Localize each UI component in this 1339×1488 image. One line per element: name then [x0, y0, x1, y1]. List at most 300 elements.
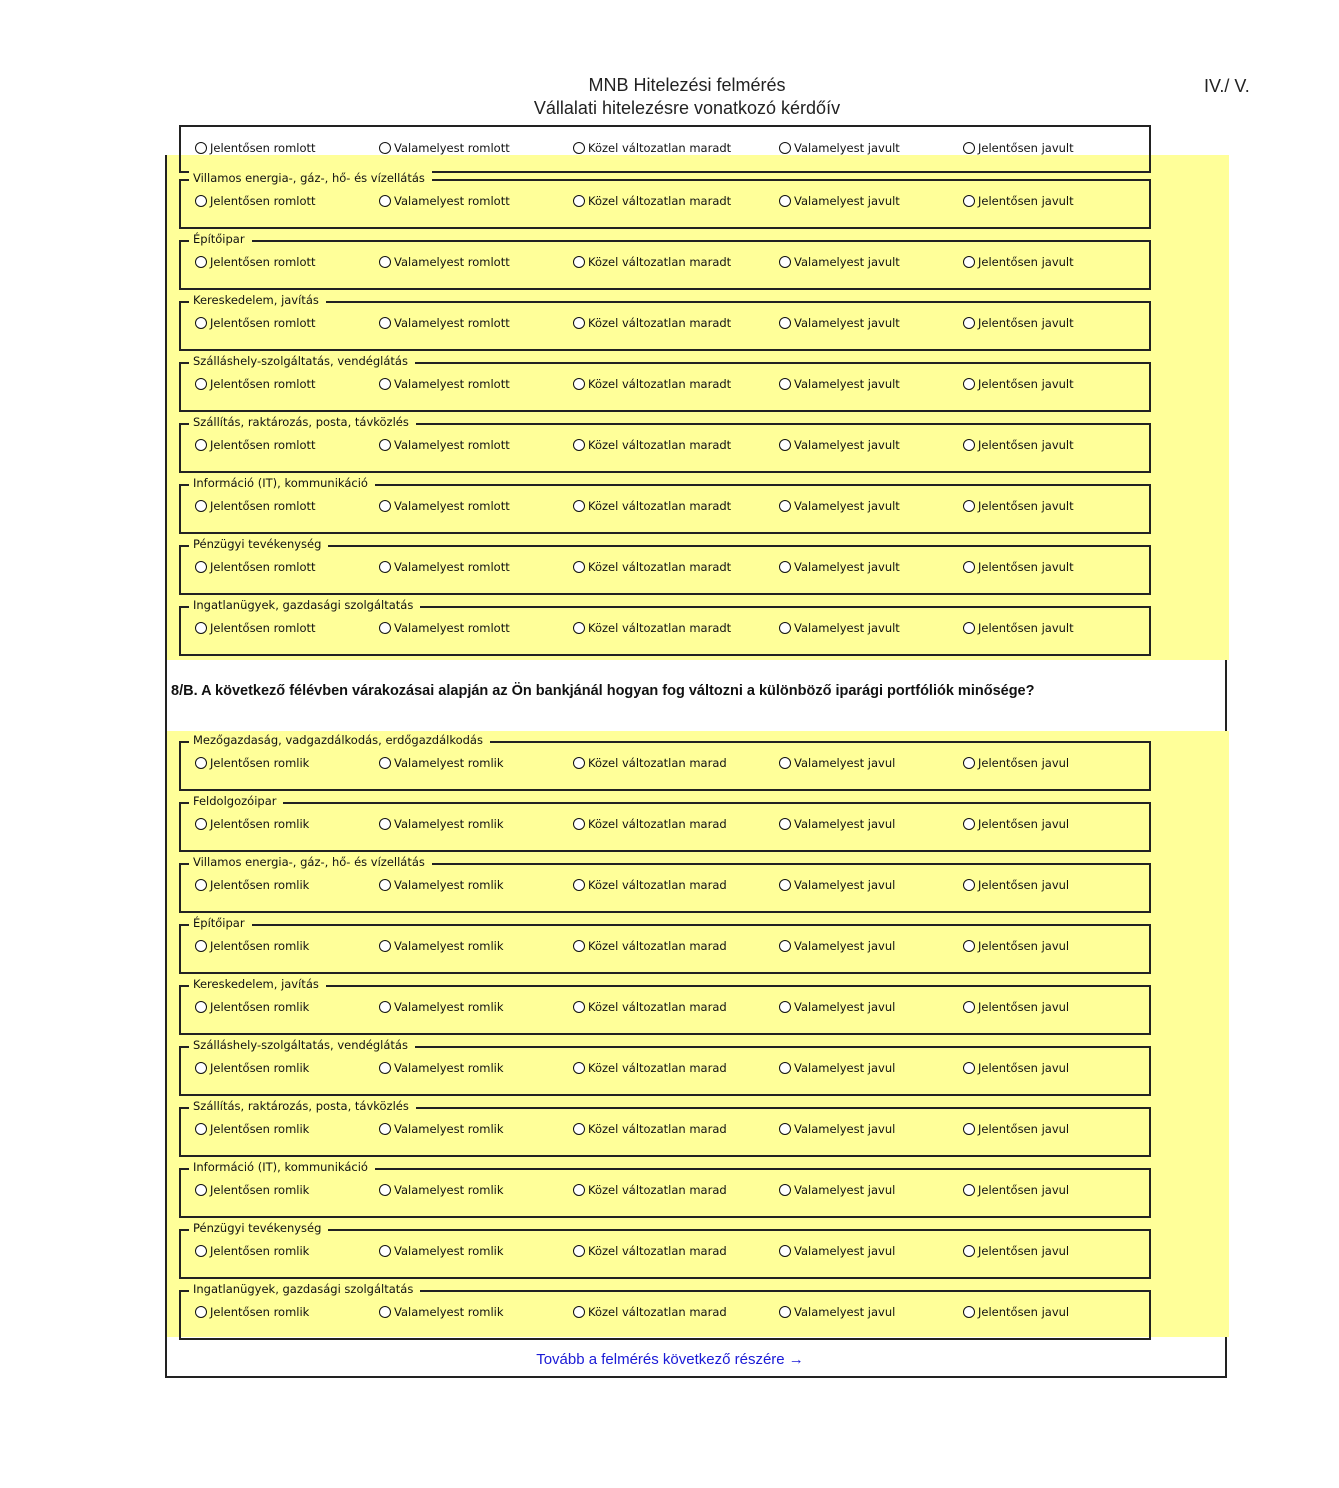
radio-option-label: Valamelyest romlik: [394, 1183, 504, 1197]
radio-option[interactable]: [379, 878, 504, 892]
radio-circle-icon[interactable]: [963, 317, 975, 329]
radio-option[interactable]: [963, 621, 1074, 635]
radio-circle-icon[interactable]: [963, 1123, 975, 1135]
radio-option[interactable]: [195, 1000, 309, 1014]
sector-group: [167, 916, 1229, 985]
radio-option-label: Valamelyest romlik: [394, 1244, 504, 1258]
radio-option[interactable]: [195, 1305, 309, 1319]
radio-circle-icon[interactable]: [195, 378, 207, 390]
radio-option-label: Közel változatlan marad: [588, 756, 727, 770]
radio-circle-icon[interactable]: [195, 195, 207, 207]
radio-option[interactable]: [963, 1061, 1069, 1075]
radio-option-label: Valamelyest javult: [794, 499, 900, 513]
radio-circle-icon[interactable]: [379, 940, 391, 952]
radio-option[interactable]: [963, 1305, 1069, 1319]
radio-option[interactable]: [195, 499, 316, 513]
radio-options: [195, 499, 1155, 515]
radio-option[interactable]: Jelentősen javult: [963, 141, 1074, 155]
radio-circle-icon[interactable]: [379, 317, 391, 329]
radio-option-label: Valamelyest javul: [794, 939, 896, 953]
radio-option-label: Közel változatlan marad: [588, 1061, 727, 1075]
radio-option[interactable]: [379, 1305, 504, 1319]
radio-circle-icon[interactable]: [195, 439, 207, 451]
radio-circle-icon[interactable]: [379, 500, 391, 512]
radio-circle-icon[interactable]: [573, 622, 585, 634]
radio-circle-icon[interactable]: [779, 1184, 791, 1196]
radio-circle-icon[interactable]: [779, 879, 791, 891]
radio-option-label: Jelentősen javul: [978, 756, 1070, 770]
radio-circle-icon[interactable]: [379, 818, 391, 830]
radio-circle-icon[interactable]: [573, 1306, 585, 1318]
radio-option[interactable]: [779, 255, 900, 269]
form-frame: [165, 141, 1227, 1378]
page-number: IV./ V.: [1204, 76, 1250, 96]
radio-option[interactable]: [379, 316, 510, 330]
radio-option[interactable]: [195, 878, 309, 892]
radio-option-label: Jelentősen romlott: [210, 194, 316, 208]
radio-option[interactable]: [379, 1183, 504, 1197]
radio-option-label: Valamelyest romlik: [394, 756, 504, 770]
radio-option[interactable]: [573, 255, 731, 269]
radio-option-label: Jelentősen romlik: [210, 1061, 310, 1075]
radio-option[interactable]: [195, 560, 316, 574]
radio-circle-icon[interactable]: [573, 1245, 585, 1257]
radio-options: [195, 1183, 1155, 1199]
radio-option-label: Valamelyest javult: [794, 377, 900, 391]
radio-option-label: Jelentősen romlott: [210, 621, 316, 635]
radio-option[interactable]: [573, 878, 727, 892]
radio-circle-icon[interactable]: [963, 879, 975, 891]
radio-option-label: Valamelyest romlott: [394, 316, 510, 330]
radio-option-label: Jelentősen javul: [978, 1305, 1070, 1319]
radio-circle-icon[interactable]: [573, 142, 585, 154]
radio-option[interactable]: [573, 560, 731, 574]
radio-circle-icon[interactable]: [195, 622, 207, 634]
radio-options: [195, 1000, 1155, 1016]
radio-option[interactable]: [573, 1244, 727, 1258]
radio-option-label: Jelentősen javul: [978, 1000, 1070, 1014]
radio-options: [195, 194, 1155, 210]
page-header: [0, 74, 1339, 120]
radio-circle-icon[interactable]: [963, 940, 975, 952]
sector-group: [167, 537, 1229, 606]
radio-circle-icon[interactable]: [573, 500, 585, 512]
radio-option-label: Jelentősen romlott: [210, 560, 316, 574]
radio-option-label: Valamelyest romlik: [394, 1061, 504, 1075]
radio-option[interactable]: [379, 438, 510, 452]
radio-option[interactable]: [779, 316, 900, 330]
radio-circle-icon[interactable]: [573, 879, 585, 891]
radio-option[interactable]: [963, 194, 1074, 208]
radio-option[interactable]: [379, 756, 504, 770]
radio-option[interactable]: [779, 817, 895, 831]
radio-circle-icon[interactable]: [379, 1245, 391, 1257]
radio-circle-icon[interactable]: [379, 757, 391, 769]
radio-circle-icon[interactable]: [379, 195, 391, 207]
radio-option[interactable]: [379, 499, 510, 513]
radio-option-label: Jelentősen romlik: [210, 817, 310, 831]
radio-circle-icon[interactable]: [779, 256, 791, 268]
sector-group: [167, 415, 1229, 484]
radio-circle-icon[interactable]: [963, 195, 975, 207]
radio-option[interactable]: [379, 939, 504, 953]
radio-options: [195, 1244, 1155, 1260]
radio-option-label: Jelentősen javult: [978, 438, 1074, 452]
radio-circle-icon[interactable]: [379, 1001, 391, 1013]
sector-label: Szálláshely-szolgáltatás, vendéglátás: [189, 1038, 415, 1052]
radio-option-label: Valamelyest javul: [794, 1061, 896, 1075]
radio-options: [195, 316, 1155, 332]
radio-circle-icon[interactable]: [573, 940, 585, 952]
radio-option[interactable]: [573, 499, 731, 513]
radio-options: [195, 878, 1155, 894]
radio-option[interactable]: [573, 1183, 727, 1197]
radio-option-label: Jelentősen javul: [978, 817, 1070, 831]
sector-label: Szálláshely-szolgáltatás, vendéglátás: [189, 354, 415, 368]
radio-option[interactable]: [779, 438, 900, 452]
radio-circle-icon[interactable]: [963, 1184, 975, 1196]
sector-label: Információ (IT), kommunikáció: [189, 476, 375, 490]
radio-option[interactable]: [379, 817, 504, 831]
radio-options: [195, 621, 1155, 637]
radio-circle-icon[interactable]: [573, 1001, 585, 1013]
question-8b: 8/B. A következő félévben várakozásai alapján az Ön bankjánál hogyan fog változni a különböző iparági portfóliók minősége?: [171, 683, 1035, 699]
radio-circle-icon[interactable]: [779, 1306, 791, 1318]
radio-circle-icon[interactable]: [779, 1245, 791, 1257]
radio-circle-icon[interactable]: [779, 439, 791, 451]
radio-circle-icon[interactable]: [379, 142, 391, 154]
radio-circle-icon[interactable]: [963, 1306, 975, 1318]
radio-circle-icon[interactable]: [195, 757, 207, 769]
radio-circle-icon[interactable]: [379, 439, 391, 451]
radio-circle-icon[interactable]: [195, 879, 207, 891]
radio-option-label: Jelentősen javult: [978, 255, 1074, 269]
radio-circle-icon[interactable]: [963, 561, 975, 573]
radio-option-label: Valamelyest javult: [794, 621, 900, 635]
radio-option-label: Valamelyest javul: [794, 878, 896, 892]
radio-circle-icon[interactable]: [379, 561, 391, 573]
radio-option-label: Valamelyest javult: [794, 255, 900, 269]
radio-option[interactable]: [573, 1305, 727, 1319]
radio-circle-icon[interactable]: [379, 1184, 391, 1196]
sector-label: Építőipar: [189, 916, 252, 930]
radio-circle-icon[interactable]: [379, 622, 391, 634]
radio-option[interactable]: [195, 316, 316, 330]
radio-options: [195, 756, 1155, 772]
radio-option[interactable]: [779, 1122, 895, 1136]
radio-option[interactable]: Közel változatlan maradt: [573, 141, 731, 155]
sector-group: [167, 232, 1229, 301]
radio-circle-icon[interactable]: [779, 378, 791, 390]
radio-option[interactable]: [963, 1244, 1069, 1258]
radio-circle-icon[interactable]: [779, 500, 791, 512]
radio-options: [195, 438, 1155, 454]
radio-option[interactable]: [779, 377, 900, 391]
radio-option[interactable]: [195, 756, 309, 770]
radio-option[interactable]: [963, 1122, 1069, 1136]
radio-circle-icon[interactable]: [963, 757, 975, 769]
sector-group: [167, 293, 1229, 362]
radio-circle-icon[interactable]: [379, 879, 391, 891]
radio-circle-icon[interactable]: [779, 561, 791, 573]
radio-option-label: Közel változatlan marad: [588, 1244, 727, 1258]
radio-circle-icon[interactable]: [195, 1306, 207, 1318]
radio-circle-icon[interactable]: [573, 1184, 585, 1196]
radio-circle-icon[interactable]: [963, 439, 975, 451]
radio-option[interactable]: [963, 817, 1069, 831]
radio-option-label: Valamelyest romlik: [394, 1000, 504, 1014]
radio-option[interactable]: [963, 939, 1069, 953]
radio-option-label: Közel változatlan marad: [588, 939, 727, 953]
radio-circle-icon[interactable]: [779, 1062, 791, 1074]
radio-option[interactable]: [963, 1183, 1069, 1197]
radio-option[interactable]: [963, 1000, 1069, 1014]
radio-option-label: Valamelyest javul: [794, 817, 896, 831]
sector-label: Információ (IT), kommunikáció: [189, 1160, 375, 1174]
sector-label: Építőipar: [189, 232, 252, 246]
radio-option-label: Jelentősen romlott: [210, 438, 316, 452]
radio-circle-icon[interactable]: [963, 622, 975, 634]
sector-label: Szállítás, raktározás, posta, távközlés: [189, 415, 416, 429]
radio-circle-icon[interactable]: [195, 256, 207, 268]
radio-option[interactable]: [573, 194, 731, 208]
radio-options: [195, 377, 1155, 393]
radio-circle-icon[interactable]: [573, 561, 585, 573]
radio-options: [195, 1305, 1155, 1321]
radio-circle-icon[interactable]: [779, 818, 791, 830]
radio-circle-icon[interactable]: [573, 818, 585, 830]
radio-option[interactable]: [195, 255, 316, 269]
radio-option[interactable]: [779, 1061, 895, 1075]
radio-option-label: Jelentősen javult: [978, 194, 1074, 208]
radio-option-label: Valamelyest romlott: [394, 255, 510, 269]
radio-option[interactable]: [963, 316, 1074, 330]
radio-option-label: Valamelyest romlik: [394, 939, 504, 953]
radio-circle-icon[interactable]: [963, 818, 975, 830]
sector-group: [167, 1282, 1229, 1351]
radio-circle-icon[interactable]: [963, 1245, 975, 1257]
radio-option-label: Közel változatlan marad: [588, 1183, 727, 1197]
radio-options: [195, 939, 1155, 955]
radio-circle-icon[interactable]: [573, 757, 585, 769]
radio-circle-icon[interactable]: [195, 317, 207, 329]
section-a-groups: [167, 171, 1229, 667]
radio-option[interactable]: [379, 255, 510, 269]
radio-option[interactable]: [379, 621, 510, 635]
radio-circle-icon[interactable]: [379, 1062, 391, 1074]
radio-option[interactable]: [573, 438, 731, 452]
radio-option[interactable]: [573, 1000, 727, 1014]
radio-option[interactable]: [573, 1061, 727, 1075]
section-a-panel: [167, 141, 1229, 660]
radio-circle-icon[interactable]: [573, 439, 585, 451]
sector-group: [167, 476, 1229, 545]
radio-circle-icon[interactable]: [379, 256, 391, 268]
radio-circle-icon[interactable]: [963, 378, 975, 390]
radio-circle-icon[interactable]: [195, 940, 207, 952]
radio-option[interactable]: [779, 1000, 895, 1014]
radio-option-label: Közel változatlan marad: [588, 878, 727, 892]
sector-group: [167, 1038, 1229, 1107]
radio-circle-icon[interactable]: [195, 1001, 207, 1013]
radio-option[interactable]: [779, 939, 895, 953]
radio-circle-icon[interactable]: [195, 561, 207, 573]
radio-option[interactable]: [195, 438, 316, 452]
radio-option[interactable]: [779, 1305, 895, 1319]
radio-option[interactable]: [779, 560, 900, 574]
radio-circle-icon[interactable]: [379, 1123, 391, 1135]
radio-option[interactable]: [195, 1122, 309, 1136]
sector-group: [167, 733, 1229, 802]
radio-option[interactable]: [195, 621, 316, 635]
radio-circle-icon[interactable]: [573, 256, 585, 268]
radio-option-label: Jelentősen javul: [978, 1183, 1070, 1197]
sector-label: Villamos energia-, gáz-, hő- és vízellátás: [189, 855, 432, 869]
radio-option[interactable]: [195, 194, 316, 208]
sector-label: Kereskedelem, javítás: [189, 293, 326, 307]
radio-option-label: Valamelyest javult: [794, 316, 900, 330]
radio-circle-icon[interactable]: [195, 142, 207, 154]
sector-group: [167, 855, 1229, 924]
radio-option[interactable]: [195, 1061, 309, 1075]
radio-circle-icon[interactable]: [779, 1001, 791, 1013]
radio-option[interactable]: [379, 1122, 504, 1136]
radio-circle-icon[interactable]: [379, 378, 391, 390]
radio-option-label: Közel változatlan maradt: [588, 377, 732, 391]
radio-option-label: Jelentősen javult: [978, 560, 1074, 574]
sector-group: [167, 1221, 1229, 1290]
radio-option[interactable]: [573, 1122, 727, 1136]
radio-circle-icon[interactable]: [779, 622, 791, 634]
radio-circle-icon[interactable]: [573, 317, 585, 329]
radio-options: [195, 560, 1155, 576]
section-b-groups: [167, 733, 1229, 1351]
radio-option-label: Jelentősen javult: [978, 316, 1074, 330]
radio-option-label: Közel változatlan maradt: [588, 621, 732, 635]
radio-option[interactable]: [573, 377, 731, 391]
radio-option-label: Jelentősen romlik: [210, 1000, 310, 1014]
radio-option-label: Jelentősen javul: [978, 1244, 1070, 1258]
radio-option[interactable]: [573, 817, 727, 831]
radio-option[interactable]: [379, 1061, 504, 1075]
radio-option[interactable]: [963, 756, 1069, 770]
radio-option[interactable]: [195, 1244, 309, 1258]
radio-option[interactable]: [963, 499, 1074, 513]
radio-option-label: Közel változatlan maradt: [588, 499, 732, 513]
radio-option[interactable]: [963, 438, 1074, 452]
next-section-link[interactable]: Tovább a felmérés következő részére →: [536, 1351, 804, 1368]
radio-option[interactable]: [779, 499, 900, 513]
radio-option[interactable]: [379, 1244, 504, 1258]
radio-option[interactable]: [573, 621, 731, 635]
radio-circle-icon[interactable]: [963, 142, 975, 154]
radio-circle-icon[interactable]: [779, 317, 791, 329]
radio-option[interactable]: [195, 1183, 309, 1197]
radio-option-label: Valamelyest javul: [794, 1000, 896, 1014]
radio-option[interactable]: [195, 817, 309, 831]
radio-option[interactable]: [573, 316, 731, 330]
radio-circle-icon[interactable]: [963, 500, 975, 512]
radio-option-label: Jelentősen javul: [978, 878, 1070, 892]
radio-circle-icon[interactable]: [779, 142, 791, 154]
sector-label: Szállítás, raktározás, posta, távközlés: [189, 1099, 416, 1113]
radio-option[interactable]: [779, 194, 900, 208]
radio-circle-icon[interactable]: [195, 1062, 207, 1074]
page-title: MNB Hitelezési felmérés: [588, 75, 786, 95]
sector-label: Villamos energia-, gáz-, hő- és vízellátás: [189, 171, 432, 185]
radio-option-label: Jelentősen romlott: [210, 316, 316, 330]
radio-option-label: Jelentősen javult: [978, 499, 1074, 513]
radio-option[interactable]: [379, 377, 510, 391]
radio-option[interactable]: [379, 560, 510, 574]
radio-option[interactable]: [195, 377, 316, 391]
radio-option[interactable]: [963, 377, 1074, 391]
radio-circle-icon[interactable]: [573, 378, 585, 390]
radio-option[interactable]: [963, 560, 1074, 574]
radio-circle-icon[interactable]: [573, 195, 585, 207]
radio-option-label: Közel változatlan maradt: [588, 560, 732, 574]
radio-option[interactable]: Valamelyest javult: [779, 141, 900, 155]
radio-option[interactable]: [779, 1244, 895, 1258]
radio-circle-icon[interactable]: [195, 818, 207, 830]
radio-circle-icon[interactable]: [195, 500, 207, 512]
radio-option-label: Közel változatlan marad: [588, 1000, 727, 1014]
radio-option-label: Közel változatlan marad: [588, 817, 727, 831]
radio-circle-icon[interactable]: [379, 1306, 391, 1318]
radio-option-label: Jelentősen romlik: [210, 1244, 310, 1258]
radio-circle-icon[interactable]: [963, 1001, 975, 1013]
radio-circle-icon[interactable]: [195, 1123, 207, 1135]
radio-options: [195, 1061, 1155, 1077]
radio-option[interactable]: [963, 255, 1074, 269]
radio-option[interactable]: [779, 756, 895, 770]
radio-option[interactable]: [779, 1183, 895, 1197]
sector-label: Ingatlanügyek, gazdasági szolgáltatás: [189, 598, 420, 612]
radio-option[interactable]: [779, 621, 900, 635]
radio-circle-icon[interactable]: [963, 256, 975, 268]
radio-option[interactable]: [573, 939, 727, 953]
radio-circle-icon[interactable]: [195, 1184, 207, 1196]
sector-group: [167, 794, 1229, 863]
radio-options: [195, 1122, 1155, 1138]
radio-option[interactable]: [379, 194, 510, 208]
radio-option[interactable]: Jelentősen romlott: [195, 141, 316, 155]
radio-circle-icon[interactable]: [963, 1062, 975, 1074]
sector-group: [167, 354, 1229, 423]
radio-option-label: Valamelyest romlik: [394, 878, 504, 892]
radio-option-label: Valamelyest javul: [794, 1122, 896, 1136]
sector-group: [167, 171, 1229, 240]
radio-option[interactable]: [195, 939, 309, 953]
radio-option[interactable]: [573, 756, 727, 770]
radio-circle-icon[interactable]: [573, 1062, 585, 1074]
radio-option[interactable]: [963, 878, 1069, 892]
radio-options: [195, 255, 1155, 271]
radio-option[interactable]: [379, 1000, 504, 1014]
radio-option-label: Jelentősen romlik: [210, 878, 310, 892]
radio-circle-icon[interactable]: [779, 757, 791, 769]
radio-circle-icon[interactable]: [779, 940, 791, 952]
radio-option[interactable]: [779, 878, 895, 892]
radio-option[interactable]: Valamelyest romlott: [379, 141, 510, 155]
radio-option-label: Valamelyest javul: [794, 1183, 896, 1197]
radio-option-label: Valamelyest romlott: [394, 499, 510, 513]
radio-circle-icon[interactable]: [195, 1245, 207, 1257]
radio-circle-icon[interactable]: [779, 1123, 791, 1135]
radio-option-label: Valamelyest javul: [794, 1244, 896, 1258]
radio-circle-icon[interactable]: [573, 1123, 585, 1135]
radio-circle-icon[interactable]: [779, 195, 791, 207]
